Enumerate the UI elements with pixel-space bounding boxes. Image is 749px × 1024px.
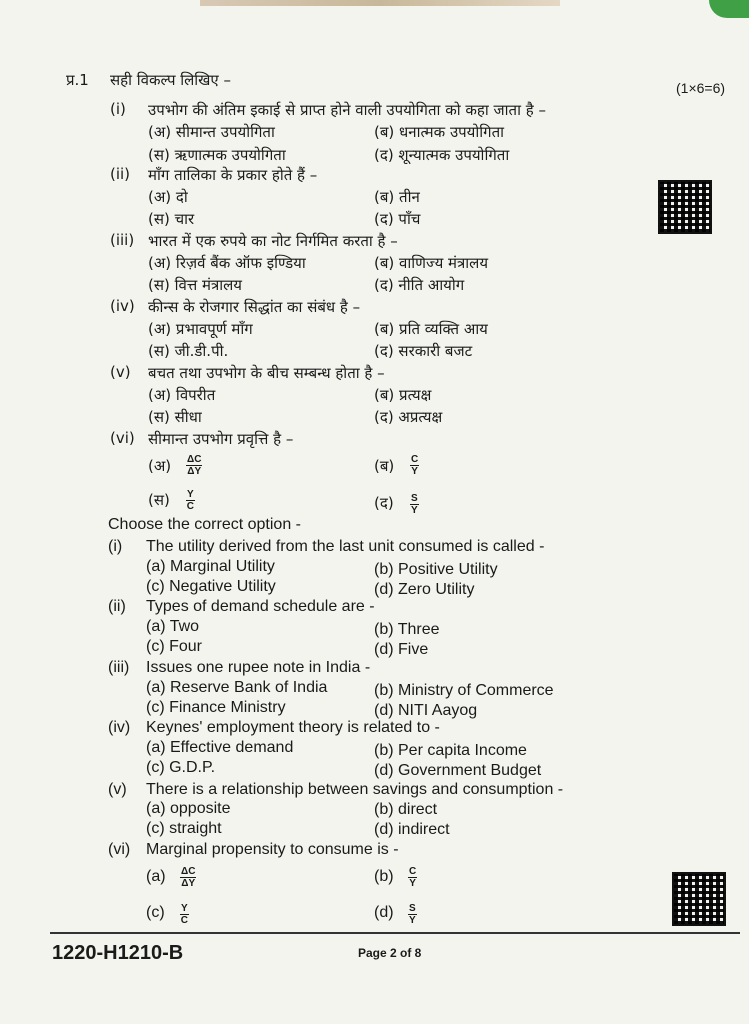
hi-q3-opt-b: (ब) वाणिज्य मंत्रालय <box>374 254 489 272</box>
hi-q1-text: उपभोग की अंतिम इकाई से प्राप्त होने वाली उपयोगिता को कहा जाता है – <box>148 101 546 119</box>
hi-q6-frac-c: $\frac{Y}{C}$ <box>186 489 194 512</box>
page-indicator: Page 2 of 8 <box>358 946 422 960</box>
hi-q6-opt-a: (अ) <box>148 457 172 475</box>
hi-q3-opt-c: (स) वित्त मंत्रालय <box>148 276 242 294</box>
en-q4-opt-a: (a) Effective demand <box>146 739 294 756</box>
en-q2-opt-b: (b) Three <box>374 621 440 638</box>
en-q3-opt-a: (a) Reserve Bank of India <box>146 679 328 696</box>
en-q5-opt-b: (b) direct <box>374 801 438 818</box>
hi-q6-opt-b: (ब) <box>374 457 395 475</box>
en-q4-opt-c: (c) G.D.P. <box>146 759 216 776</box>
en-q6-frac-a: $\frac{\Delta C}{\Delta Y}$ <box>181 866 196 889</box>
en-q5-opt-d: (d) indirect <box>374 821 450 838</box>
hi-q4-opt-c: (स) जी.डी.पी. <box>148 342 229 360</box>
hi-q5-opt-d: (द) अप्रत्यक्ष <box>374 408 443 426</box>
hi-q5-opt-c: (स) सीधा <box>148 408 202 426</box>
english-instruction: Choose the correct option - <box>108 516 301 533</box>
datamatrix-code-top <box>658 180 712 234</box>
en-q6-frac-b: $\frac{C}{Y}$ <box>409 866 417 889</box>
hi-q4-opt-b: (ब) प्रति व्यक्ति आय <box>374 320 488 338</box>
en-q5-opt-a: (a) opposite <box>146 800 231 817</box>
hi-q1-opt-c: (स) ऋणात्मक उपयोगिता <box>148 146 286 164</box>
en-q1-opt-a: (a) Marginal Utility <box>146 558 275 575</box>
hi-q5-num: (v) <box>110 363 131 381</box>
en-q1-opt-c: (c) Negative Utility <box>146 578 276 595</box>
hi-q4-num: (iv) <box>110 297 135 315</box>
hi-q3-num: (iii) <box>110 231 135 249</box>
hi-q1-opt-b: (ब) धनात्मक उपयोगिता <box>374 123 505 141</box>
hi-q1-opt-a: (अ) सीमान्त उपयोगिता <box>148 123 275 141</box>
en-q1-opt-d: (d) Zero Utility <box>374 581 475 598</box>
hi-q3-text: भारत में एक रुपये का नोट निर्गमित करता है – <box>148 232 398 250</box>
hi-q6-text: सीमान्त उपभोग प्रवृत्ति है – <box>148 430 294 448</box>
en-q3-opt-c: (c) Finance Ministry <box>146 699 286 716</box>
hi-q5-text: बचत तथा उपभोग के बीच सम्बन्ध होता है – <box>148 364 385 382</box>
hi-q6-frac-d: $\frac{S}{Y}$ <box>411 493 418 516</box>
en-q6-opt-c: (c) <box>146 904 165 921</box>
hi-q3-opt-d: (द) नीति आयोग <box>374 276 465 294</box>
hi-q3-opt-a: (अ) रिज़र्व बैंक ऑफ इण्डिया <box>148 254 306 272</box>
hi-q2-opt-d: (द) पाँच <box>374 210 421 228</box>
hi-q6-num: (vi) <box>110 429 135 447</box>
instruction-hindi: सही विकल्प लिखिए – <box>110 71 231 89</box>
en-q3-text: Issues one rupee note in India - <box>146 659 371 676</box>
en-q2-text: Types of demand schedule are - <box>146 598 375 615</box>
hi-q5-opt-b: (ब) प्रत्यक्ष <box>374 386 432 404</box>
en-q4-text: Keynes' employment theory is related to - <box>146 719 440 736</box>
en-q5-opt-c: (c) straight <box>146 820 222 837</box>
en-q3-opt-b: (b) Ministry of Commerce <box>374 682 554 699</box>
datamatrix-code-bottom <box>672 872 726 926</box>
en-q1-text: The utility derived from the last unit consumed is called - <box>146 538 545 555</box>
corner-green-mark <box>709 0 749 18</box>
en-q6-opt-a: (a) <box>146 868 166 885</box>
marks-label: (1×6=6) <box>676 80 726 96</box>
en-q6-opt-d: (d) <box>374 904 394 921</box>
en-q4-num: (iv) <box>108 719 131 736</box>
en-q2-opt-d: (d) Five <box>374 641 429 658</box>
en-q6-text: Marginal propensity to consume is - <box>146 841 399 858</box>
hi-q6-opt-c: (स) <box>148 491 170 509</box>
en-q1-num: (i) <box>108 538 123 555</box>
top-edge-stripe <box>200 0 560 6</box>
paper-code: 1220-H1210-B <box>52 942 184 964</box>
en-q4-opt-b: (b) Per capita Income <box>374 742 527 759</box>
hi-q6-frac-a: $\frac{\Delta C}{\Delta Y}$ <box>187 454 202 477</box>
hi-q1-opt-d: (द) शून्यात्मक उपयोगिता <box>374 146 510 164</box>
en-q1-opt-b: (b) Positive Utility <box>374 561 498 578</box>
hi-q4-opt-d: (द) सरकारी बजट <box>374 342 473 360</box>
en-q6-frac-c: $\frac{Y}{C}$ <box>180 903 188 926</box>
question-number: प्र.1 <box>66 71 89 89</box>
hi-q6-frac-b: $\frac{C}{Y}$ <box>411 454 419 477</box>
en-q6-num: (vi) <box>108 841 131 858</box>
footer-divider <box>50 932 740 934</box>
hi-q2-opt-a: (अ) दो <box>148 188 188 206</box>
hi-q2-num: (ii) <box>110 165 131 183</box>
en-q2-opt-a: (a) Two <box>146 618 200 635</box>
en-q4-opt-d: (d) Government Budget <box>374 762 542 779</box>
hi-q4-text: कीन्स के रोजगार सिद्धांत का संबंध है – <box>148 298 361 316</box>
hi-q4-opt-a: (अ) प्रभावपूर्ण माँग <box>148 320 253 338</box>
hi-q5-opt-a: (अ) विपरीत <box>148 386 216 404</box>
en-q2-num: (ii) <box>108 598 126 615</box>
hi-q2-opt-b: (ब) तीन <box>374 188 420 206</box>
hi-q1-num: (i) <box>110 100 126 118</box>
en-q5-text: There is a relationship between savings and consumption - <box>146 781 564 798</box>
en-q6-opt-b: (b) <box>374 868 394 885</box>
en-q6-frac-d: $\frac{S}{Y}$ <box>409 903 416 926</box>
hi-q6-opt-d: (द) <box>374 494 394 512</box>
hi-q2-text: माँग तालिका के प्रकार होते हैं – <box>148 166 318 184</box>
en-q2-opt-c: (c) Four <box>146 638 202 655</box>
en-q5-num: (v) <box>108 781 127 798</box>
en-q3-num: (iii) <box>108 659 130 676</box>
en-q3-opt-d: (d) NITI Aayog <box>374 702 478 719</box>
hi-q2-opt-c: (स) चार <box>148 210 195 228</box>
